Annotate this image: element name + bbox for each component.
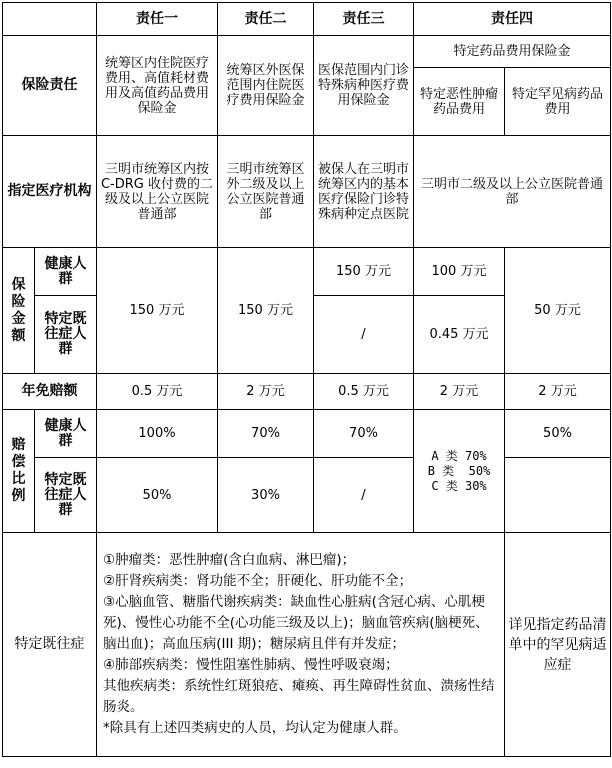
ratio-r4-rare-pre [505, 458, 611, 533]
institution-label: 指定医疗机构 [3, 136, 97, 248]
header-responsibility-3: 责任三 [314, 3, 414, 36]
institution-r4: 三明市二级及以上公立医院普通部 [414, 136, 611, 248]
deductible-row [3, 374, 611, 410]
ratio-class-b: B 类 50% [427, 463, 491, 478]
ratio-healthy-row [3, 410, 611, 458]
preexisting-list [97, 533, 505, 757]
header-responsibility-1: 责任一 [97, 3, 218, 36]
ratio-class-a: A 类 70% [431, 448, 487, 463]
preexisting-note: *除具有上述四类病史的人员，均认定为健康人群。 [103, 720, 407, 736]
ratio-r3-pre: / [314, 458, 414, 533]
preexisting-label: 特定既往症 [3, 533, 97, 757]
ratio-healthy-label: 健康人群 [35, 410, 97, 458]
coverage-r3: 医保范围内门诊特殊病种医疗费用保险金 [314, 36, 414, 136]
ratio-r1-healthy: 100% [97, 410, 218, 458]
coverage-r4-cancer: 特定恶性肿瘤药品费用 [414, 68, 505, 136]
coverage-r4: 特定药品费用保险金 [414, 36, 611, 68]
ratio-label: 赔偿比例 [3, 410, 35, 533]
institution-r1: 三明市统筹区内按 C-DRG 收付费的二级及以上公立医院普通部 [97, 136, 218, 248]
amount-label: 保险金额 [3, 248, 35, 374]
amount-healthy-row [3, 248, 611, 296]
preexisting-item-liver-kidney: ②肝肾疾病类：肾功能不全；肝硬化、肝功能不全； [103, 573, 413, 589]
ratio-r2-pre: 30% [218, 458, 314, 533]
ratio-r2-healthy: 70% [218, 410, 314, 458]
coverage-label: 保险责任 [3, 36, 97, 136]
ratio-r4-rare: 50% [505, 410, 611, 458]
deductible-r1: 0.5 万元 [97, 374, 218, 410]
amount-pre-label: 特定既往症人群 [35, 296, 97, 374]
header-blank-cell [3, 3, 97, 36]
institution-r3: 被保人在三明市统筹区内的基本医疗保险门诊特殊病种定点医院 [314, 136, 414, 248]
amount-r3-pre: / [314, 296, 414, 374]
amount-healthy-label: 健康人群 [35, 248, 97, 296]
institution-row [3, 136, 611, 248]
ratio-pre-label: 特定既往症人群 [35, 458, 97, 533]
header-responsibility-4: 责任四 [414, 3, 611, 36]
ratio-r4-cancer [414, 410, 505, 533]
preexisting-row [3, 533, 611, 757]
amount-r3-healthy: 150 万元 [314, 248, 414, 296]
amount-r2: 150 万元 [218, 248, 314, 374]
deductible-r4-cancer: 2 万元 [414, 374, 505, 410]
header-responsibility-2: 责任二 [218, 3, 314, 36]
insurance-coverage-table [2, 2, 611, 757]
coverage-r4-rare: 特定罕见病药品费用 [505, 68, 611, 136]
ratio-pre-row [3, 458, 611, 533]
ratio-r3-healthy: 70% [314, 410, 414, 458]
ratio-class-c: C 类 30% [431, 478, 487, 493]
preexisting-item-cardio: ③心脑血管、糖脂代谢疾病类：缺血性心脏病(含冠心病、心肌梗死)、慢性心功能不全(心功能三级及以上)；脑血管疾病(脑梗死、脑出血)；高血压病(III 期)；糖尿病且伴有并发症； [103, 594, 489, 652]
amount-r4-cancer-healthy: 100 万元 [414, 248, 505, 296]
preexisting-item-tumor: ①肿瘤类：恶性肿瘤(含白血病、淋巴瘤)； [103, 552, 356, 568]
coverage-r1: 统筹区内住院医疗费用、高值耗材费用及高值药品费用保险金 [97, 36, 218, 136]
coverage-row [3, 36, 611, 68]
amount-r4-rare: 50 万元 [505, 248, 611, 374]
deductible-r3: 0.5 万元 [314, 374, 414, 410]
amount-r1: 150 万元 [97, 248, 218, 374]
header-row [3, 3, 611, 36]
ratio-r1-pre: 50% [97, 458, 218, 533]
deductible-r4-rare: 2 万元 [505, 374, 611, 410]
preexisting-item-other: 其他疾病类：系统性红斑狼疮、瘫痪、再生障碍性贫血、溃疡性结肠炎。 [103, 678, 495, 715]
preexisting-r4-rare: 详见指定药品清单中的罕见病适应症 [505, 533, 611, 757]
deductible-r2: 2 万元 [218, 374, 314, 410]
institution-r2: 三明市统筹区外二级及以上公立医院普通部 [218, 136, 314, 248]
amount-r4-cancer-pre: 0.45 万元 [414, 296, 505, 374]
coverage-r2: 统筹区外医保范围内住院医疗费用保险金 [218, 36, 314, 136]
deductible-label: 年免赔额 [3, 374, 97, 410]
preexisting-item-lung: ④肺部疾病类：慢性阻塞性肺病、慢性呼吸衰竭； [103, 657, 399, 673]
